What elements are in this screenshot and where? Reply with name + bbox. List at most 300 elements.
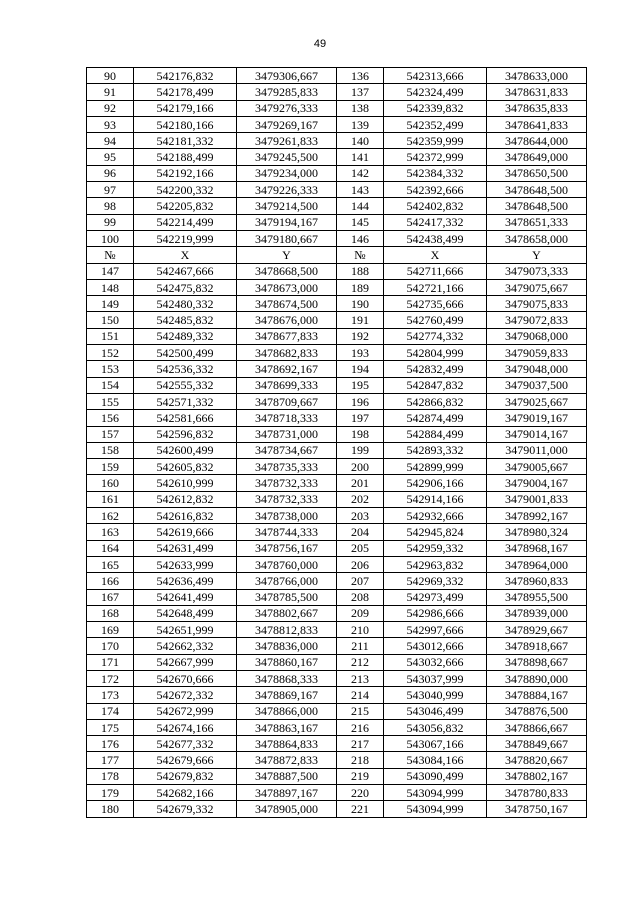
x-coordinate-cell: 542485,832 bbox=[134, 312, 237, 328]
y-coordinate-cell: 3478864,833 bbox=[237, 736, 337, 752]
table-header-row bbox=[87, 247, 587, 263]
point-number-cell: 151 bbox=[87, 328, 134, 344]
x-coordinate-cell: 542188,499 bbox=[134, 149, 237, 165]
y-coordinate-cell: 3478780,833 bbox=[487, 785, 587, 801]
point-number-cell: 167 bbox=[87, 589, 134, 605]
y-coordinate-cell: 3478905,000 bbox=[237, 801, 337, 817]
point-number-cell: 142 bbox=[337, 165, 384, 181]
column-header-cell: № bbox=[87, 247, 134, 263]
y-coordinate-cell: 3478918,667 bbox=[487, 638, 587, 654]
y-coordinate-cell: 3478884,167 bbox=[487, 687, 587, 703]
point-number-cell: 202 bbox=[337, 491, 384, 507]
y-coordinate-cell: 3478802,667 bbox=[237, 605, 337, 621]
table-row bbox=[87, 589, 587, 605]
y-coordinate-cell: 3479072,833 bbox=[487, 312, 587, 328]
y-coordinate-cell: 3478820,667 bbox=[487, 752, 587, 768]
y-coordinate-cell: 3479048,000 bbox=[487, 361, 587, 377]
x-coordinate-cell: 542192,166 bbox=[134, 165, 237, 181]
x-coordinate-cell: 543090,499 bbox=[384, 768, 487, 784]
point-number-cell: 100 bbox=[87, 230, 134, 246]
x-coordinate-cell: 542832,499 bbox=[384, 361, 487, 377]
point-number-cell: 177 bbox=[87, 752, 134, 768]
table-row bbox=[87, 556, 587, 572]
x-coordinate-cell: 543056,832 bbox=[384, 719, 487, 735]
x-coordinate-cell: 542986,666 bbox=[384, 605, 487, 621]
y-coordinate-cell: 3478648,500 bbox=[487, 182, 587, 198]
x-coordinate-cell: 542679,332 bbox=[134, 801, 237, 817]
x-coordinate-cell: 542641,499 bbox=[134, 589, 237, 605]
x-coordinate-cell: 542662,332 bbox=[134, 638, 237, 654]
column-header-cell: № bbox=[337, 247, 384, 263]
x-coordinate-cell: 542176,832 bbox=[134, 68, 237, 84]
y-coordinate-cell: 3478897,167 bbox=[237, 785, 337, 801]
y-coordinate-cell: 3478960,833 bbox=[487, 573, 587, 589]
point-number-cell: 172 bbox=[87, 670, 134, 686]
point-number-cell: 158 bbox=[87, 442, 134, 458]
x-coordinate-cell: 542438,499 bbox=[384, 230, 487, 246]
y-coordinate-cell: 3478869,167 bbox=[237, 687, 337, 703]
point-number-cell: 191 bbox=[337, 312, 384, 328]
y-coordinate-cell: 3478955,500 bbox=[487, 589, 587, 605]
point-number-cell: 211 bbox=[337, 638, 384, 654]
point-number-cell: 156 bbox=[87, 410, 134, 426]
x-coordinate-cell: 542804,999 bbox=[384, 345, 487, 361]
y-coordinate-cell: 3479276,333 bbox=[237, 100, 337, 116]
point-number-cell: 215 bbox=[337, 703, 384, 719]
point-number-cell: 166 bbox=[87, 573, 134, 589]
point-number-cell: 90 bbox=[87, 68, 134, 84]
table-row bbox=[87, 182, 587, 198]
y-coordinate-cell: 3478939,000 bbox=[487, 605, 587, 621]
x-coordinate-cell: 542997,666 bbox=[384, 622, 487, 638]
x-coordinate-cell: 542359,999 bbox=[384, 133, 487, 149]
y-coordinate-cell: 3478980,324 bbox=[487, 524, 587, 540]
x-coordinate-cell: 542636,499 bbox=[134, 573, 237, 589]
x-coordinate-cell: 542945,824 bbox=[384, 524, 487, 540]
point-number-cell: 153 bbox=[87, 361, 134, 377]
x-coordinate-cell: 542899,999 bbox=[384, 459, 487, 475]
y-coordinate-cell: 3478682,833 bbox=[237, 345, 337, 361]
y-coordinate-cell: 3479285,833 bbox=[237, 84, 337, 100]
point-number-cell: 97 bbox=[87, 182, 134, 198]
x-coordinate-cell: 542651,999 bbox=[134, 622, 237, 638]
x-coordinate-cell: 542605,832 bbox=[134, 459, 237, 475]
table-row bbox=[87, 442, 587, 458]
y-coordinate-cell: 3478734,667 bbox=[237, 442, 337, 458]
table-row bbox=[87, 296, 587, 312]
point-number-cell: 216 bbox=[337, 719, 384, 735]
y-coordinate-cell: 3478633,000 bbox=[487, 68, 587, 84]
x-coordinate-cell: 542372,999 bbox=[384, 149, 487, 165]
point-number-cell: 160 bbox=[87, 475, 134, 491]
x-coordinate-cell: 542677,332 bbox=[134, 736, 237, 752]
y-coordinate-cell: 3478732,333 bbox=[237, 475, 337, 491]
page-number: 49 bbox=[313, 38, 327, 50]
column-header-cell: X bbox=[134, 247, 237, 263]
x-coordinate-cell: 543067,166 bbox=[384, 736, 487, 752]
y-coordinate-cell: 3478649,000 bbox=[487, 149, 587, 165]
x-coordinate-cell: 542475,832 bbox=[134, 279, 237, 295]
y-coordinate-cell: 3479037,500 bbox=[487, 377, 587, 393]
point-number-cell: 150 bbox=[87, 312, 134, 328]
table-row bbox=[87, 573, 587, 589]
point-number-cell: 94 bbox=[87, 133, 134, 149]
y-coordinate-cell: 3479005,667 bbox=[487, 459, 587, 475]
point-number-cell: 140 bbox=[337, 133, 384, 149]
table-row bbox=[87, 149, 587, 165]
x-coordinate-cell: 542219,999 bbox=[134, 230, 237, 246]
x-coordinate-cell: 542672,999 bbox=[134, 703, 237, 719]
y-coordinate-cell: 3479214,500 bbox=[237, 198, 337, 214]
y-coordinate-cell: 3478709,667 bbox=[237, 393, 337, 409]
point-number-cell: 147 bbox=[87, 263, 134, 279]
y-coordinate-cell: 3479014,167 bbox=[487, 426, 587, 442]
y-coordinate-cell: 3478866,667 bbox=[487, 719, 587, 735]
point-number-cell: 188 bbox=[337, 263, 384, 279]
table-row bbox=[87, 508, 587, 524]
point-number-cell: 154 bbox=[87, 377, 134, 393]
point-number-cell: 196 bbox=[337, 393, 384, 409]
x-coordinate-cell: 542352,499 bbox=[384, 116, 487, 132]
y-coordinate-cell: 3479269,167 bbox=[237, 116, 337, 132]
y-coordinate-cell: 3479011,000 bbox=[487, 442, 587, 458]
y-coordinate-cell: 3479001,833 bbox=[487, 491, 587, 507]
point-number-cell: 148 bbox=[87, 279, 134, 295]
point-number-cell: 99 bbox=[87, 214, 134, 230]
x-coordinate-cell: 542384,332 bbox=[384, 165, 487, 181]
x-coordinate-cell: 542847,832 bbox=[384, 377, 487, 393]
y-coordinate-cell: 3478673,000 bbox=[237, 279, 337, 295]
y-coordinate-cell: 3478735,333 bbox=[237, 459, 337, 475]
x-coordinate-cell: 542200,332 bbox=[134, 182, 237, 198]
x-coordinate-cell: 542179,166 bbox=[134, 100, 237, 116]
y-coordinate-cell: 3478760,000 bbox=[237, 556, 337, 572]
point-number-cell: 162 bbox=[87, 508, 134, 524]
point-number-cell: 175 bbox=[87, 719, 134, 735]
x-coordinate-cell: 542581,666 bbox=[134, 410, 237, 426]
y-coordinate-cell: 3479068,000 bbox=[487, 328, 587, 344]
point-number-cell: 91 bbox=[87, 84, 134, 100]
x-coordinate-cell: 542914,166 bbox=[384, 491, 487, 507]
point-number-cell: 144 bbox=[337, 198, 384, 214]
point-number-cell: 213 bbox=[337, 670, 384, 686]
x-coordinate-cell: 542906,166 bbox=[384, 475, 487, 491]
y-coordinate-cell: 3478677,833 bbox=[237, 328, 337, 344]
y-coordinate-cell: 3478651,333 bbox=[487, 214, 587, 230]
x-coordinate-cell: 542959,332 bbox=[384, 540, 487, 556]
point-number-cell: 173 bbox=[87, 687, 134, 703]
table-row bbox=[87, 328, 587, 344]
y-coordinate-cell: 3478756,167 bbox=[237, 540, 337, 556]
y-coordinate-cell: 3479019,167 bbox=[487, 410, 587, 426]
x-coordinate-cell: 542721,166 bbox=[384, 279, 487, 295]
point-number-cell: 214 bbox=[337, 687, 384, 703]
point-number-cell: 194 bbox=[337, 361, 384, 377]
x-coordinate-cell: 543094,999 bbox=[384, 785, 487, 801]
table-row bbox=[87, 785, 587, 801]
table-row bbox=[87, 410, 587, 426]
x-coordinate-cell: 542774,332 bbox=[384, 328, 487, 344]
x-coordinate-cell: 542670,666 bbox=[134, 670, 237, 686]
table-row bbox=[87, 540, 587, 556]
table-row bbox=[87, 312, 587, 328]
y-coordinate-cell: 3479261,833 bbox=[237, 133, 337, 149]
point-number-cell: 137 bbox=[337, 84, 384, 100]
table-row bbox=[87, 393, 587, 409]
x-coordinate-cell: 542596,832 bbox=[134, 426, 237, 442]
table-row bbox=[87, 377, 587, 393]
point-number-cell: 176 bbox=[87, 736, 134, 752]
point-number-cell: 157 bbox=[87, 426, 134, 442]
x-coordinate-cell: 542633,999 bbox=[134, 556, 237, 572]
x-coordinate-cell: 542679,832 bbox=[134, 768, 237, 784]
table-row bbox=[87, 361, 587, 377]
column-header-cell: Y bbox=[237, 247, 337, 263]
y-coordinate-cell: 3478648,500 bbox=[487, 198, 587, 214]
x-coordinate-cell: 542500,499 bbox=[134, 345, 237, 361]
y-coordinate-cell: 3478992,167 bbox=[487, 508, 587, 524]
x-coordinate-cell: 542489,332 bbox=[134, 328, 237, 344]
table-row bbox=[87, 703, 587, 719]
point-number-cell: 138 bbox=[337, 100, 384, 116]
point-number-cell: 193 bbox=[337, 345, 384, 361]
point-number-cell: 168 bbox=[87, 605, 134, 621]
x-coordinate-cell: 543032,666 bbox=[384, 654, 487, 670]
x-coordinate-cell: 542417,332 bbox=[384, 214, 487, 230]
point-number-cell: 141 bbox=[337, 149, 384, 165]
y-coordinate-cell: 3478872,833 bbox=[237, 752, 337, 768]
x-coordinate-cell: 542648,499 bbox=[134, 605, 237, 621]
point-number-cell: 206 bbox=[337, 556, 384, 572]
x-coordinate-cell: 543084,166 bbox=[384, 752, 487, 768]
x-coordinate-cell: 542324,499 bbox=[384, 84, 487, 100]
table-row bbox=[87, 116, 587, 132]
point-number-cell: 149 bbox=[87, 296, 134, 312]
point-number-cell: 192 bbox=[337, 328, 384, 344]
table-row bbox=[87, 100, 587, 116]
point-number-cell: 218 bbox=[337, 752, 384, 768]
table-row bbox=[87, 263, 587, 279]
y-coordinate-cell: 3478699,333 bbox=[237, 377, 337, 393]
y-coordinate-cell: 3478876,500 bbox=[487, 703, 587, 719]
table-row bbox=[87, 687, 587, 703]
y-coordinate-cell: 3479004,167 bbox=[487, 475, 587, 491]
y-coordinate-cell: 3478766,000 bbox=[237, 573, 337, 589]
x-coordinate-cell: 542667,999 bbox=[134, 654, 237, 670]
point-number-cell: 174 bbox=[87, 703, 134, 719]
y-coordinate-cell: 3478631,833 bbox=[487, 84, 587, 100]
point-number-cell: 189 bbox=[337, 279, 384, 295]
x-coordinate-cell: 542181,332 bbox=[134, 133, 237, 149]
y-coordinate-cell: 3479306,667 bbox=[237, 68, 337, 84]
x-coordinate-cell: 542973,499 bbox=[384, 589, 487, 605]
x-coordinate-cell: 542932,666 bbox=[384, 508, 487, 524]
y-coordinate-cell: 3478863,167 bbox=[237, 719, 337, 735]
point-number-cell: 209 bbox=[337, 605, 384, 621]
point-number-cell: 207 bbox=[337, 573, 384, 589]
column-header-cell: Y bbox=[487, 247, 587, 263]
y-coordinate-cell: 3478836,000 bbox=[237, 638, 337, 654]
y-coordinate-cell: 3478750,167 bbox=[487, 801, 587, 817]
point-number-cell: 208 bbox=[337, 589, 384, 605]
x-coordinate-cell: 543094,999 bbox=[384, 801, 487, 817]
table-row bbox=[87, 605, 587, 621]
point-number-cell: 198 bbox=[337, 426, 384, 442]
point-number-cell: 203 bbox=[337, 508, 384, 524]
point-number-cell: 163 bbox=[87, 524, 134, 540]
x-coordinate-cell: 542339,832 bbox=[384, 100, 487, 116]
y-coordinate-cell: 3478650,500 bbox=[487, 165, 587, 181]
x-coordinate-cell: 542884,499 bbox=[384, 426, 487, 442]
x-coordinate-cell: 542616,832 bbox=[134, 508, 237, 524]
table-row bbox=[87, 524, 587, 540]
point-number-cell: 210 bbox=[337, 622, 384, 638]
y-coordinate-cell: 3478802,167 bbox=[487, 768, 587, 784]
y-coordinate-cell: 3478658,000 bbox=[487, 230, 587, 246]
x-coordinate-cell: 542874,499 bbox=[384, 410, 487, 426]
x-coordinate-cell: 542682,166 bbox=[134, 785, 237, 801]
x-coordinate-cell: 542571,332 bbox=[134, 393, 237, 409]
y-coordinate-cell: 3478744,333 bbox=[237, 524, 337, 540]
point-number-cell: 145 bbox=[337, 214, 384, 230]
y-coordinate-cell: 3478692,167 bbox=[237, 361, 337, 377]
y-coordinate-cell: 3478968,167 bbox=[487, 540, 587, 556]
point-number-cell: 200 bbox=[337, 459, 384, 475]
table-row bbox=[87, 801, 587, 817]
x-coordinate-cell: 542610,999 bbox=[134, 475, 237, 491]
table-row bbox=[87, 622, 587, 638]
y-coordinate-cell: 3478731,000 bbox=[237, 426, 337, 442]
y-coordinate-cell: 3478929,667 bbox=[487, 622, 587, 638]
point-number-cell: 212 bbox=[337, 654, 384, 670]
point-number-cell: 170 bbox=[87, 638, 134, 654]
x-coordinate-cell: 542178,499 bbox=[134, 84, 237, 100]
column-header-cell: X bbox=[384, 247, 487, 263]
x-coordinate-cell: 542760,499 bbox=[384, 312, 487, 328]
x-coordinate-cell: 542536,332 bbox=[134, 361, 237, 377]
x-coordinate-cell: 542467,666 bbox=[134, 263, 237, 279]
coordinates-table bbox=[86, 67, 587, 818]
point-number-cell: 221 bbox=[337, 801, 384, 817]
point-number-cell: 96 bbox=[87, 165, 134, 181]
y-coordinate-cell: 3478866,000 bbox=[237, 703, 337, 719]
table-row bbox=[87, 84, 587, 100]
x-coordinate-cell: 542619,666 bbox=[134, 524, 237, 540]
y-coordinate-cell: 3478738,000 bbox=[237, 508, 337, 524]
point-number-cell: 159 bbox=[87, 459, 134, 475]
x-coordinate-cell: 542711,666 bbox=[384, 263, 487, 279]
point-number-cell: 143 bbox=[337, 182, 384, 198]
point-number-cell: 161 bbox=[87, 491, 134, 507]
point-number-cell: 136 bbox=[337, 68, 384, 84]
y-coordinate-cell: 3479234,000 bbox=[237, 165, 337, 181]
x-coordinate-cell: 542735,666 bbox=[384, 296, 487, 312]
y-coordinate-cell: 3479025,667 bbox=[487, 393, 587, 409]
table-row bbox=[87, 198, 587, 214]
x-coordinate-cell: 542631,499 bbox=[134, 540, 237, 556]
y-coordinate-cell: 3478668,500 bbox=[237, 263, 337, 279]
point-number-cell: 155 bbox=[87, 393, 134, 409]
point-number-cell: 164 bbox=[87, 540, 134, 556]
table-row bbox=[87, 459, 587, 475]
point-number-cell: 165 bbox=[87, 556, 134, 572]
point-number-cell: 201 bbox=[337, 475, 384, 491]
y-coordinate-cell: 3478849,667 bbox=[487, 736, 587, 752]
x-coordinate-cell: 542313,666 bbox=[384, 68, 487, 84]
point-number-cell: 220 bbox=[337, 785, 384, 801]
x-coordinate-cell: 542969,332 bbox=[384, 573, 487, 589]
x-coordinate-cell: 542555,332 bbox=[134, 377, 237, 393]
x-coordinate-cell: 542402,832 bbox=[384, 198, 487, 214]
x-coordinate-cell: 542674,166 bbox=[134, 719, 237, 735]
table-row bbox=[87, 654, 587, 670]
y-coordinate-cell: 3478812,833 bbox=[237, 622, 337, 638]
y-coordinate-cell: 3478732,333 bbox=[237, 491, 337, 507]
y-coordinate-cell: 3478890,000 bbox=[487, 670, 587, 686]
table-row bbox=[87, 768, 587, 784]
x-coordinate-cell: 542214,499 bbox=[134, 214, 237, 230]
y-coordinate-cell: 3478887,500 bbox=[237, 768, 337, 784]
point-number-cell: 217 bbox=[337, 736, 384, 752]
x-coordinate-cell: 542600,499 bbox=[134, 442, 237, 458]
point-number-cell: 190 bbox=[337, 296, 384, 312]
point-number-cell: 205 bbox=[337, 540, 384, 556]
point-number-cell: 93 bbox=[87, 116, 134, 132]
x-coordinate-cell: 542893,332 bbox=[384, 442, 487, 458]
table-row bbox=[87, 719, 587, 735]
point-number-cell: 204 bbox=[337, 524, 384, 540]
point-number-cell: 219 bbox=[337, 768, 384, 784]
x-coordinate-cell: 542679,666 bbox=[134, 752, 237, 768]
table-row bbox=[87, 133, 587, 149]
table-row bbox=[87, 426, 587, 442]
y-coordinate-cell: 3478641,833 bbox=[487, 116, 587, 132]
y-coordinate-cell: 3479075,667 bbox=[487, 279, 587, 295]
point-number-cell: 169 bbox=[87, 622, 134, 638]
x-coordinate-cell: 542963,832 bbox=[384, 556, 487, 572]
point-number-cell: 139 bbox=[337, 116, 384, 132]
x-coordinate-cell: 543046,499 bbox=[384, 703, 487, 719]
table-row bbox=[87, 345, 587, 361]
point-number-cell: 95 bbox=[87, 149, 134, 165]
y-coordinate-cell: 3479245,500 bbox=[237, 149, 337, 165]
x-coordinate-cell: 542205,832 bbox=[134, 198, 237, 214]
y-coordinate-cell: 3478718,333 bbox=[237, 410, 337, 426]
table-row bbox=[87, 279, 587, 295]
y-coordinate-cell: 3478674,500 bbox=[237, 296, 337, 312]
y-coordinate-cell: 3479075,833 bbox=[487, 296, 587, 312]
x-coordinate-cell: 542866,832 bbox=[384, 393, 487, 409]
x-coordinate-cell: 542180,166 bbox=[134, 116, 237, 132]
x-coordinate-cell: 542612,832 bbox=[134, 491, 237, 507]
y-coordinate-cell: 3479059,833 bbox=[487, 345, 587, 361]
table-row bbox=[87, 214, 587, 230]
x-coordinate-cell: 542672,332 bbox=[134, 687, 237, 703]
y-coordinate-cell: 3478898,667 bbox=[487, 654, 587, 670]
table-row bbox=[87, 475, 587, 491]
point-number-cell: 195 bbox=[337, 377, 384, 393]
x-coordinate-cell: 543037,999 bbox=[384, 670, 487, 686]
y-coordinate-cell: 3479180,667 bbox=[237, 230, 337, 246]
point-number-cell: 199 bbox=[337, 442, 384, 458]
table-row bbox=[87, 68, 587, 84]
y-coordinate-cell: 3479073,333 bbox=[487, 263, 587, 279]
point-number-cell: 92 bbox=[87, 100, 134, 116]
point-number-cell: 152 bbox=[87, 345, 134, 361]
table-row bbox=[87, 638, 587, 654]
y-coordinate-cell: 3478644,000 bbox=[487, 133, 587, 149]
y-coordinate-cell: 3478964,000 bbox=[487, 556, 587, 572]
